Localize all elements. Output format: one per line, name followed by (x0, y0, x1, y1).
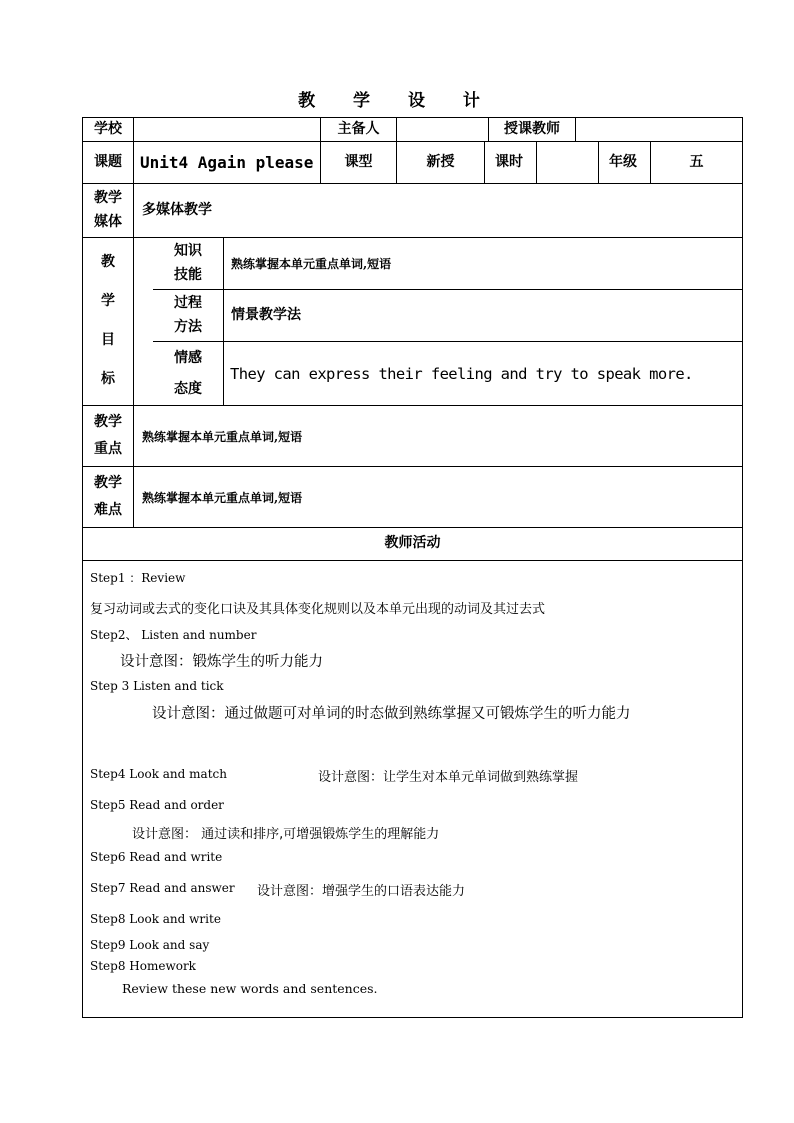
hours-value (536, 142, 598, 183)
emotion-value: They can express their feeling and try to speak more. (223, 342, 742, 406)
grade-label: 年级 (598, 142, 650, 183)
preparer-value (396, 118, 488, 141)
step-2: Step2、 Listen and number (90, 628, 257, 642)
step-1: Step1 ：Review (90, 571, 186, 585)
step-5: Step5 Read and order (90, 798, 224, 812)
step-5-note: 设计意图： 通过读和排序,可增强锻炼学生的理解能力 (132, 827, 440, 842)
objectives-label-char: 标 (101, 370, 115, 387)
key-points-row (83, 406, 742, 467)
process-label: 过程方法 (174, 294, 202, 335)
homework-text: Review these new words and sentences. (122, 981, 378, 996)
step-6: Step6 Read and write (90, 850, 223, 864)
step-4: Step4 Look and match (90, 767, 227, 781)
preparer-label: 主备人 (320, 118, 396, 141)
difficulties-label: 教学难点 (94, 475, 122, 518)
knowledge-row (153, 238, 742, 290)
key-points-value: 熟练掌握本单元重点单词,短语 (133, 406, 742, 466)
page-title: 教 学 设 计 (298, 91, 496, 111)
objectives-label-char: 目 (101, 331, 115, 348)
media-row (83, 184, 742, 238)
teacher-label: 授课教师 (488, 118, 575, 141)
topic-label: 课题 (94, 153, 122, 170)
objectives-row (83, 238, 742, 406)
process-value: 情景教学法 (223, 290, 742, 341)
activities-body (83, 561, 742, 1017)
difficulties-value: 熟练掌握本单元重点单词,短语 (133, 467, 742, 527)
process-row (153, 290, 742, 342)
step-7: Step7 Read and answer (90, 881, 235, 895)
step-4-note: 设计意图：让学生对本单元单词做到熟练掌握 (318, 770, 579, 785)
media-label: 教学媒体 (94, 189, 122, 230)
emotion-label: 情感态度 (174, 350, 202, 397)
activities-header-row (83, 528, 742, 561)
topic-value: Unit4 Again please (133, 142, 320, 183)
step-2-note: 设计意图：锻炼学生的听力能力 (120, 654, 323, 670)
emotion-row (153, 342, 742, 406)
objectives-label-char: 教 (101, 254, 115, 271)
step-7-note: 设计意图：增强学生的口语表达能力 (257, 884, 466, 899)
hours-label: 课时 (484, 142, 536, 183)
lesson-plan-table (82, 117, 743, 1018)
objectives-label (83, 238, 133, 405)
grade-value: 五 (650, 142, 742, 183)
objectives-label-char: 学 (101, 293, 115, 310)
step-3-note: 设计意图：通过做题可对单词的时态做到熟练掌握又可锻炼学生的听力能力 (152, 706, 631, 722)
activities-header: 教师活动 (384, 535, 441, 552)
key-points-label: 教学重点 (94, 414, 122, 457)
header-row (83, 118, 742, 142)
step-9: Step9 Look and say (90, 938, 210, 952)
media-value: 多媒体教学 (133, 184, 742, 237)
school-label: 学校 (94, 120, 122, 137)
step-3: Step 3 Listen and tick (90, 679, 224, 693)
type-label: 课型 (320, 142, 396, 183)
knowledge-value: 熟练掌握本单元重点单词,短语 (223, 238, 742, 289)
teacher-value (575, 118, 742, 141)
difficulties-row (83, 467, 742, 528)
topic-row (83, 142, 742, 184)
step-8-homework: Step8 Homework (90, 959, 196, 973)
school-value (133, 118, 320, 141)
type-value: 新授 (396, 142, 484, 183)
knowledge-label: 知识技能 (174, 242, 202, 283)
step-1-note: 复习动词或去式的变化口诀及其具体变化规则以及本单元出现的动词及其过去式 (90, 602, 546, 617)
step-8-look-write: Step8 Look and write (90, 912, 221, 926)
